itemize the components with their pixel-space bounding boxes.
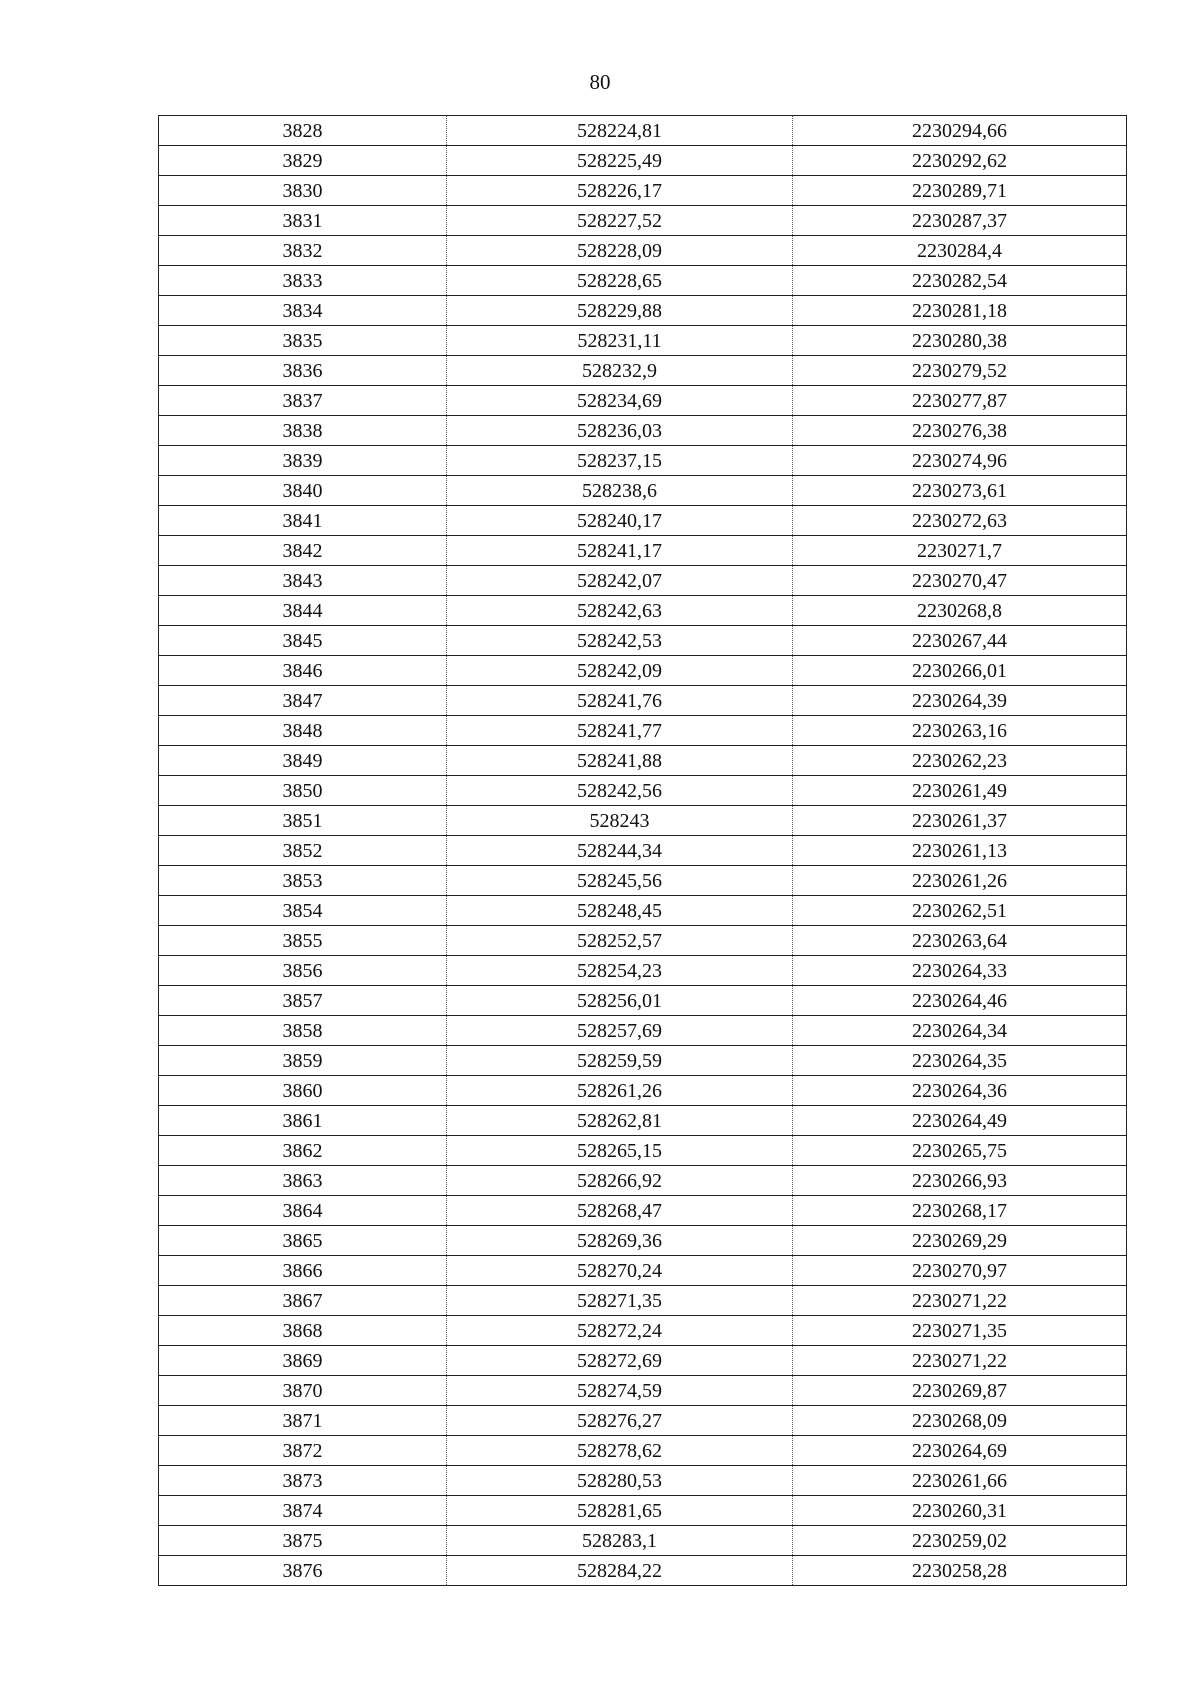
point-number-cell: 3838 bbox=[159, 416, 447, 446]
x-coordinate-cell: 528283,1 bbox=[447, 1526, 793, 1556]
y-coordinate-cell: 2230289,71 bbox=[793, 176, 1127, 206]
point-number-cell: 3837 bbox=[159, 386, 447, 416]
point-number-cell: 3830 bbox=[159, 176, 447, 206]
table-row bbox=[159, 326, 1127, 356]
table-row bbox=[159, 986, 1127, 1016]
x-coordinate-cell: 528242,63 bbox=[447, 596, 793, 626]
x-coordinate-cell: 528257,69 bbox=[447, 1016, 793, 1046]
table-row bbox=[159, 776, 1127, 806]
coordinates-table-body bbox=[159, 116, 1127, 1586]
point-number-cell: 3840 bbox=[159, 476, 447, 506]
table-row bbox=[159, 1016, 1127, 1046]
point-number-cell: 3833 bbox=[159, 266, 447, 296]
point-number-cell: 3861 bbox=[159, 1106, 447, 1136]
table-row bbox=[159, 716, 1127, 746]
y-coordinate-cell: 2230281,18 bbox=[793, 296, 1127, 326]
table-row bbox=[159, 896, 1127, 926]
y-coordinate-cell: 2230268,09 bbox=[793, 1406, 1127, 1436]
x-coordinate-cell: 528228,65 bbox=[447, 266, 793, 296]
y-coordinate-cell: 2230269,29 bbox=[793, 1226, 1127, 1256]
point-number-cell: 3841 bbox=[159, 506, 447, 536]
x-coordinate-cell: 528224,81 bbox=[447, 116, 793, 146]
table-row bbox=[159, 386, 1127, 416]
x-coordinate-cell: 528228,09 bbox=[447, 236, 793, 266]
point-number-cell: 3864 bbox=[159, 1196, 447, 1226]
table-row bbox=[159, 146, 1127, 176]
table-row bbox=[159, 446, 1127, 476]
x-coordinate-cell: 528242,56 bbox=[447, 776, 793, 806]
x-coordinate-cell: 528270,24 bbox=[447, 1256, 793, 1286]
x-coordinate-cell: 528284,22 bbox=[447, 1556, 793, 1586]
y-coordinate-cell: 2230292,62 bbox=[793, 146, 1127, 176]
y-coordinate-cell: 2230261,13 bbox=[793, 836, 1127, 866]
x-coordinate-cell: 528242,07 bbox=[447, 566, 793, 596]
table-row bbox=[159, 1106, 1127, 1136]
y-coordinate-cell: 2230279,52 bbox=[793, 356, 1127, 386]
x-coordinate-cell: 528241,88 bbox=[447, 746, 793, 776]
table-row bbox=[159, 656, 1127, 686]
point-number-cell: 3867 bbox=[159, 1286, 447, 1316]
table-row bbox=[159, 686, 1127, 716]
point-number-cell: 3858 bbox=[159, 1016, 447, 1046]
y-coordinate-cell: 2230264,39 bbox=[793, 686, 1127, 716]
y-coordinate-cell: 2230264,34 bbox=[793, 1016, 1127, 1046]
x-coordinate-cell: 528240,17 bbox=[447, 506, 793, 536]
x-coordinate-cell: 528226,17 bbox=[447, 176, 793, 206]
table-row bbox=[159, 1196, 1127, 1226]
x-coordinate-cell: 528272,24 bbox=[447, 1316, 793, 1346]
point-number-cell: 3869 bbox=[159, 1346, 447, 1376]
point-number-cell: 3835 bbox=[159, 326, 447, 356]
y-coordinate-cell: 2230262,23 bbox=[793, 746, 1127, 776]
y-coordinate-cell: 2230259,02 bbox=[793, 1526, 1127, 1556]
x-coordinate-cell: 528248,45 bbox=[447, 896, 793, 926]
table-row bbox=[159, 356, 1127, 386]
table-row bbox=[159, 1076, 1127, 1106]
table-row bbox=[159, 956, 1127, 986]
y-coordinate-cell: 2230294,66 bbox=[793, 116, 1127, 146]
x-coordinate-cell: 528256,01 bbox=[447, 986, 793, 1016]
point-number-cell: 3843 bbox=[159, 566, 447, 596]
y-coordinate-cell: 2230274,96 bbox=[793, 446, 1127, 476]
table-row bbox=[159, 236, 1127, 266]
point-number-cell: 3848 bbox=[159, 716, 447, 746]
y-coordinate-cell: 2230258,28 bbox=[793, 1556, 1127, 1586]
point-number-cell: 3856 bbox=[159, 956, 447, 986]
table-row bbox=[159, 1496, 1127, 1526]
table-row bbox=[159, 476, 1127, 506]
point-number-cell: 3854 bbox=[159, 896, 447, 926]
y-coordinate-cell: 2230261,37 bbox=[793, 806, 1127, 836]
y-coordinate-cell: 2230266,01 bbox=[793, 656, 1127, 686]
table-row bbox=[159, 116, 1127, 146]
x-coordinate-cell: 528238,6 bbox=[447, 476, 793, 506]
x-coordinate-cell: 528243 bbox=[447, 806, 793, 836]
table-row bbox=[159, 596, 1127, 626]
table-row bbox=[159, 416, 1127, 446]
y-coordinate-cell: 2230261,49 bbox=[793, 776, 1127, 806]
y-coordinate-cell: 2230284,4 bbox=[793, 236, 1127, 266]
x-coordinate-cell: 528266,92 bbox=[447, 1166, 793, 1196]
point-number-cell: 3836 bbox=[159, 356, 447, 386]
point-number-cell: 3851 bbox=[159, 806, 447, 836]
y-coordinate-cell: 2230265,75 bbox=[793, 1136, 1127, 1166]
table-row bbox=[159, 1466, 1127, 1496]
x-coordinate-cell: 528236,03 bbox=[447, 416, 793, 446]
y-coordinate-cell: 2230264,46 bbox=[793, 986, 1127, 1016]
point-number-cell: 3839 bbox=[159, 446, 447, 476]
table-row bbox=[159, 1436, 1127, 1466]
point-number-cell: 3876 bbox=[159, 1556, 447, 1586]
table-row bbox=[159, 866, 1127, 896]
x-coordinate-cell: 528242,09 bbox=[447, 656, 793, 686]
point-number-cell: 3874 bbox=[159, 1496, 447, 1526]
x-coordinate-cell: 528252,57 bbox=[447, 926, 793, 956]
point-number-cell: 3875 bbox=[159, 1526, 447, 1556]
y-coordinate-cell: 2230282,54 bbox=[793, 266, 1127, 296]
x-coordinate-cell: 528231,11 bbox=[447, 326, 793, 356]
x-coordinate-cell: 528259,59 bbox=[447, 1046, 793, 1076]
x-coordinate-cell: 528261,26 bbox=[447, 1076, 793, 1106]
x-coordinate-cell: 528229,88 bbox=[447, 296, 793, 326]
x-coordinate-cell: 528232,9 bbox=[447, 356, 793, 386]
point-number-cell: 3866 bbox=[159, 1256, 447, 1286]
x-coordinate-cell: 528281,65 bbox=[447, 1496, 793, 1526]
point-number-cell: 3845 bbox=[159, 626, 447, 656]
y-coordinate-cell: 2230277,87 bbox=[793, 386, 1127, 416]
table-row bbox=[159, 1046, 1127, 1076]
table-row bbox=[159, 1346, 1127, 1376]
table-row bbox=[159, 206, 1127, 236]
point-number-cell: 3849 bbox=[159, 746, 447, 776]
y-coordinate-cell: 2230270,47 bbox=[793, 566, 1127, 596]
y-coordinate-cell: 2230271,22 bbox=[793, 1346, 1127, 1376]
y-coordinate-cell: 2230272,63 bbox=[793, 506, 1127, 536]
table-row bbox=[159, 1376, 1127, 1406]
x-coordinate-cell: 528262,81 bbox=[447, 1106, 793, 1136]
x-coordinate-cell: 528274,59 bbox=[447, 1376, 793, 1406]
x-coordinate-cell: 528227,52 bbox=[447, 206, 793, 236]
point-number-cell: 3828 bbox=[159, 116, 447, 146]
point-number-cell: 3872 bbox=[159, 1436, 447, 1466]
page-number: 80 bbox=[589, 70, 611, 94]
table-row bbox=[159, 836, 1127, 866]
x-coordinate-cell: 528271,35 bbox=[447, 1286, 793, 1316]
point-number-cell: 3855 bbox=[159, 926, 447, 956]
x-coordinate-cell: 528280,53 bbox=[447, 1466, 793, 1496]
table-row bbox=[159, 566, 1127, 596]
x-coordinate-cell: 528278,62 bbox=[447, 1436, 793, 1466]
x-coordinate-cell: 528241,76 bbox=[447, 686, 793, 716]
table-row bbox=[159, 1316, 1127, 1346]
x-coordinate-cell: 528241,17 bbox=[447, 536, 793, 566]
y-coordinate-cell: 2230260,31 bbox=[793, 1496, 1127, 1526]
point-number-cell: 3831 bbox=[159, 206, 447, 236]
y-coordinate-cell: 2230271,35 bbox=[793, 1316, 1127, 1346]
point-number-cell: 3832 bbox=[159, 236, 447, 266]
table-row bbox=[159, 806, 1127, 836]
y-coordinate-cell: 2230266,93 bbox=[793, 1166, 1127, 1196]
y-coordinate-cell: 2230267,44 bbox=[793, 626, 1127, 656]
point-number-cell: 3847 bbox=[159, 686, 447, 716]
table-row bbox=[159, 266, 1127, 296]
point-number-cell: 3871 bbox=[159, 1406, 447, 1436]
x-coordinate-cell: 528234,69 bbox=[447, 386, 793, 416]
y-coordinate-cell: 2230268,17 bbox=[793, 1196, 1127, 1226]
point-number-cell: 3865 bbox=[159, 1226, 447, 1256]
y-coordinate-cell: 2230269,87 bbox=[793, 1376, 1127, 1406]
x-coordinate-cell: 528276,27 bbox=[447, 1406, 793, 1436]
point-number-cell: 3829 bbox=[159, 146, 447, 176]
point-number-cell: 3857 bbox=[159, 986, 447, 1016]
point-number-cell: 3859 bbox=[159, 1046, 447, 1076]
table-row bbox=[159, 176, 1127, 206]
table-row bbox=[159, 1136, 1127, 1166]
y-coordinate-cell: 2230264,33 bbox=[793, 956, 1127, 986]
x-coordinate-cell: 528265,15 bbox=[447, 1136, 793, 1166]
point-number-cell: 3842 bbox=[159, 536, 447, 566]
table-row bbox=[159, 1166, 1127, 1196]
x-coordinate-cell: 528268,47 bbox=[447, 1196, 793, 1226]
y-coordinate-cell: 2230271,22 bbox=[793, 1286, 1127, 1316]
point-number-cell: 3846 bbox=[159, 656, 447, 686]
table-row bbox=[159, 1556, 1127, 1586]
coordinates-table bbox=[158, 115, 1127, 1586]
table-row bbox=[159, 1526, 1127, 1556]
x-coordinate-cell: 528237,15 bbox=[447, 446, 793, 476]
y-coordinate-cell: 2230273,61 bbox=[793, 476, 1127, 506]
y-coordinate-cell: 2230264,49 bbox=[793, 1106, 1127, 1136]
y-coordinate-cell: 2230268,8 bbox=[793, 596, 1127, 626]
point-number-cell: 3873 bbox=[159, 1466, 447, 1496]
point-number-cell: 3853 bbox=[159, 866, 447, 896]
point-number-cell: 3850 bbox=[159, 776, 447, 806]
x-coordinate-cell: 528269,36 bbox=[447, 1226, 793, 1256]
x-coordinate-cell: 528245,56 bbox=[447, 866, 793, 896]
table-row bbox=[159, 1406, 1127, 1436]
x-coordinate-cell: 528272,69 bbox=[447, 1346, 793, 1376]
table-row bbox=[159, 626, 1127, 656]
table-row bbox=[159, 1226, 1127, 1256]
y-coordinate-cell: 2230261,66 bbox=[793, 1466, 1127, 1496]
table-row bbox=[159, 296, 1127, 326]
y-coordinate-cell: 2230270,97 bbox=[793, 1256, 1127, 1286]
table-row bbox=[159, 746, 1127, 776]
point-number-cell: 3852 bbox=[159, 836, 447, 866]
y-coordinate-cell: 2230263,64 bbox=[793, 926, 1127, 956]
y-coordinate-cell: 2230263,16 bbox=[793, 716, 1127, 746]
point-number-cell: 3870 bbox=[159, 1376, 447, 1406]
y-coordinate-cell: 2230261,26 bbox=[793, 866, 1127, 896]
x-coordinate-cell: 528225,49 bbox=[447, 146, 793, 176]
point-number-cell: 3844 bbox=[159, 596, 447, 626]
point-number-cell: 3868 bbox=[159, 1316, 447, 1346]
table-row bbox=[159, 506, 1127, 536]
x-coordinate-cell: 528254,23 bbox=[447, 956, 793, 986]
y-coordinate-cell: 2230262,51 bbox=[793, 896, 1127, 926]
x-coordinate-cell: 528241,77 bbox=[447, 716, 793, 746]
table-row bbox=[159, 536, 1127, 566]
point-number-cell: 3862 bbox=[159, 1136, 447, 1166]
table-row bbox=[159, 1286, 1127, 1316]
y-coordinate-cell: 2230280,38 bbox=[793, 326, 1127, 356]
point-number-cell: 3860 bbox=[159, 1076, 447, 1106]
table-row bbox=[159, 1256, 1127, 1286]
x-coordinate-cell: 528242,53 bbox=[447, 626, 793, 656]
x-coordinate-cell: 528244,34 bbox=[447, 836, 793, 866]
y-coordinate-cell: 2230287,37 bbox=[793, 206, 1127, 236]
table-row bbox=[159, 926, 1127, 956]
y-coordinate-cell: 2230264,36 bbox=[793, 1076, 1127, 1106]
y-coordinate-cell: 2230264,69 bbox=[793, 1436, 1127, 1466]
y-coordinate-cell: 2230264,35 bbox=[793, 1046, 1127, 1076]
point-number-cell: 3863 bbox=[159, 1166, 447, 1196]
point-number-cell: 3834 bbox=[159, 296, 447, 326]
y-coordinate-cell: 2230271,7 bbox=[793, 536, 1127, 566]
y-coordinate-cell: 2230276,38 bbox=[793, 416, 1127, 446]
